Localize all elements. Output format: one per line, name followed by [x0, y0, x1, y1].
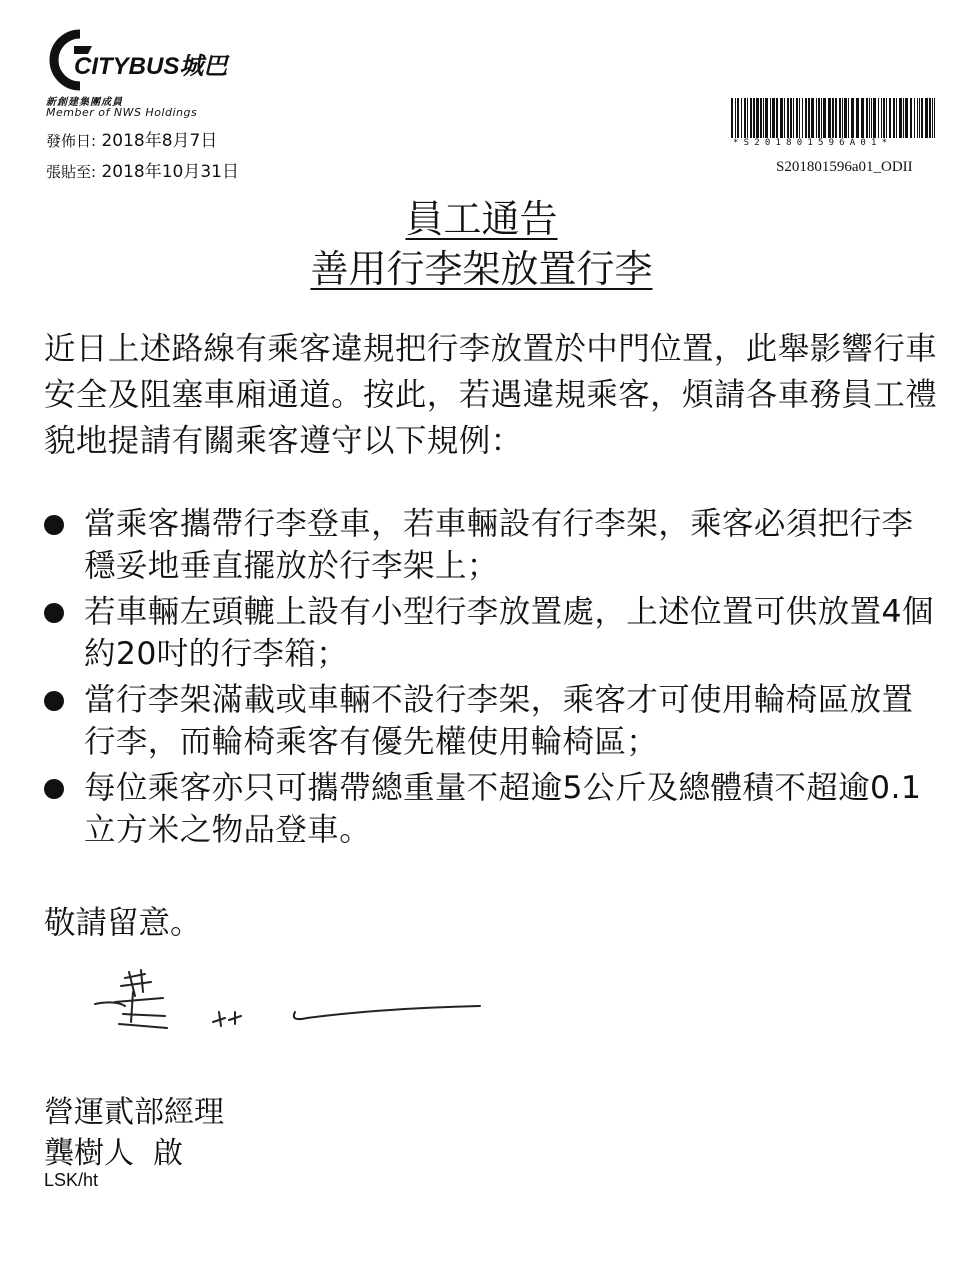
- bullet-icon: [44, 515, 64, 535]
- barcode-bar: [747, 98, 748, 138]
- bullet-icon: [44, 603, 64, 623]
- rule-item: [44, 503, 939, 587]
- barcode-bar: [903, 98, 904, 138]
- post-until-line: [46, 157, 239, 182]
- logo-subtitle-cn: 新創建集團成員: [46, 97, 123, 108]
- barcode-bar: [889, 98, 891, 138]
- barcode-bar: [763, 98, 764, 138]
- barcode-bar: [780, 98, 783, 138]
- barcode-bar: [910, 98, 912, 138]
- barcode-bar: [796, 98, 798, 138]
- rules-list: [44, 503, 939, 855]
- reference-code: LSK/ht: [44, 1170, 99, 1190]
- bullet-icon: [44, 691, 64, 711]
- barcode-bar: [776, 98, 778, 138]
- bullet-icon: [44, 779, 64, 799]
- barcode-bar: [856, 98, 859, 138]
- logo-subtitle-en: Member of NWS Holdings: [46, 106, 198, 119]
- barcode-bar: [816, 98, 817, 138]
- issue-date-line: [46, 126, 217, 151]
- notice-title: 員工通告: [405, 197, 558, 241]
- handwritten-signature: [85, 962, 485, 1042]
- barcode-bar: [866, 98, 868, 138]
- rule-item: [44, 767, 939, 851]
- issue-date-value: 2018年8月7日: [101, 131, 218, 151]
- barcode-bar: [805, 98, 807, 138]
- barcode-bar: [832, 98, 834, 138]
- intro-paragraph: 近日上述路線有乘客違規把行李放置於中門位置，此舉影響行車安全及阻塞車廂通道。按此，若遇違規乘客，煩請各車務員工禮貌地提請有關乘客遵守以下規例：: [44, 331, 938, 459]
- barcode-bar: [731, 98, 733, 138]
- barcode-bar: [808, 98, 810, 138]
- barcode-bar: [756, 98, 759, 138]
- barcode-bar: [861, 98, 864, 138]
- barcode-bar: [744, 98, 746, 138]
- barcode-bar: [818, 98, 820, 138]
- closing-remark: 敬請留意。: [44, 905, 202, 941]
- issue-date-label: 發佈日:: [46, 132, 97, 150]
- barcode-bar: [802, 98, 803, 138]
- barcode-bar: [848, 98, 849, 138]
- barcode-bar: [871, 98, 872, 138]
- barcode-bar: [790, 98, 792, 138]
- barcode-bar: [787, 98, 789, 138]
- rule-text: 當行李架滿載或車輛不設行李架，乘客才可使用輪椅區放置行李，而輪椅乘客有優先權使用輪椅區；: [84, 682, 914, 760]
- barcode-bar: [844, 98, 847, 138]
- rule-text: 當乘客攜帶行李登車，若車輛設有行李架，乘客必須把行李穩妥地垂直擺放於行李架上；: [84, 506, 914, 584]
- barcode-bar: [929, 98, 931, 138]
- barcode-bar: [842, 98, 843, 138]
- barcode-bar: [851, 98, 854, 138]
- barcode-bar: [881, 98, 882, 138]
- barcode-bar: [893, 98, 895, 138]
- barcode-bar: [917, 98, 918, 138]
- barcode-bar: [811, 98, 814, 138]
- barcode-bar: [750, 98, 752, 138]
- barcode-bar: [839, 98, 841, 138]
- barcode-bar: [828, 98, 831, 138]
- barcode-bar: [765, 98, 768, 138]
- barcode-bar: [821, 98, 822, 138]
- barcode-text: *S201801596A01*: [733, 138, 893, 148]
- barcode-bar: [760, 98, 762, 138]
- barcode-bar: [919, 98, 920, 138]
- barcode-bar: [835, 98, 837, 138]
- logo-wordmark: CITYBUS城巴: [74, 53, 228, 80]
- barcode-bar: [905, 98, 908, 138]
- barcode-bar: [772, 98, 775, 138]
- rule-text: 若車輛左頭轆上設有小型行李放置處，上述位置可供放置4個約20吋的行李箱；: [84, 594, 934, 672]
- barcode-bar: [753, 98, 755, 138]
- barcode-bar: [932, 98, 933, 138]
- barcode-bar: [873, 98, 876, 138]
- barcode-bar: [921, 98, 923, 138]
- barcode-bar: [914, 98, 915, 138]
- barcode-bar: [737, 98, 739, 138]
- barcode-bar: [823, 98, 826, 138]
- barcode-bar: [735, 98, 736, 138]
- citybus-logo-graphic: [44, 28, 254, 92]
- post-until-label: 張貼至:: [46, 163, 97, 181]
- barcode-bar: [784, 98, 785, 138]
- barcode-bar: [883, 98, 885, 138]
- post-until-value: 2018年10月31日: [101, 162, 239, 182]
- rule-item: [44, 679, 939, 763]
- barcode: [731, 98, 936, 138]
- citybus-logo: [44, 28, 254, 92]
- barcode-bar: [741, 98, 742, 138]
- barcode-bar: [799, 98, 800, 138]
- barcode-bar: [896, 98, 897, 138]
- document-code: S201801596a01_ODII: [776, 159, 913, 175]
- barcode-bar: [793, 98, 794, 138]
- rule-item: [44, 591, 939, 675]
- barcode-bar: [878, 98, 879, 138]
- rule-text: 每位乘客亦只可攜帶總重量不超逾5公斤及總體積不超逾0.1立方米之物品登車。: [84, 770, 922, 848]
- barcode-bar: [869, 98, 870, 138]
- barcode-bar: [899, 98, 902, 138]
- barcode-bar: [770, 98, 771, 138]
- signatory-name: 龔樹人 啟: [44, 1136, 184, 1171]
- notice-subtitle: 善用行李架放置行李: [310, 247, 653, 291]
- barcode-bar: [925, 98, 928, 138]
- barcode-bar: [886, 98, 887, 138]
- barcode-bar: [934, 98, 935, 138]
- signatory-title: 營運貳部經理: [44, 1095, 224, 1130]
